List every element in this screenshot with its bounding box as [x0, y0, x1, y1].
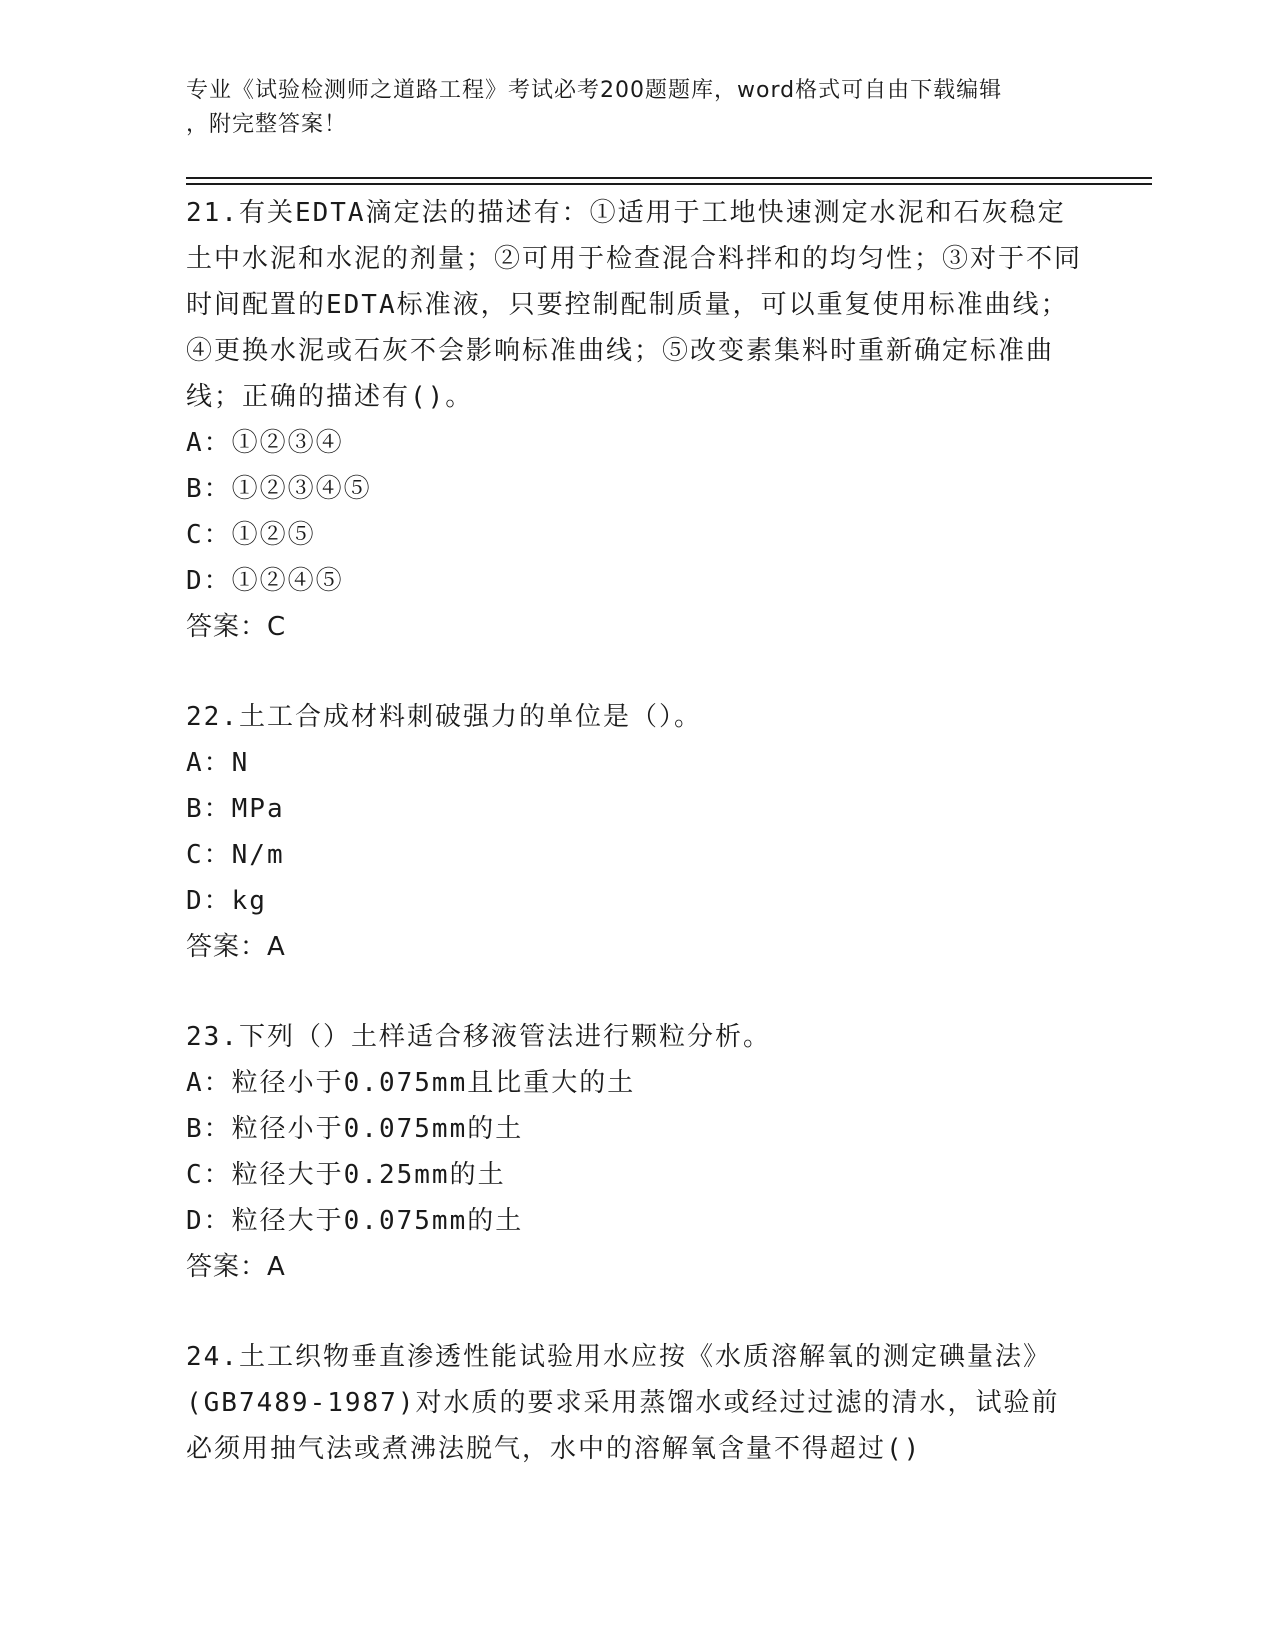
- option-c: C：N/m: [186, 840, 285, 870]
- question-stem: 22.土工合成材料刺破强力的单位是（）。: [186, 702, 702, 732]
- question-21: [186, 190, 1086, 650]
- header-divider-top: [186, 177, 1152, 179]
- option-d: D：①②④⑤: [186, 566, 344, 596]
- question-22: [186, 694, 1086, 970]
- answer-line: 答案：C: [186, 612, 287, 642]
- option-b: B：①②③④⑤: [186, 474, 372, 504]
- answer-line: 答案：A: [186, 932, 286, 962]
- option-a: A：粒径小于0.075mm且比重大的土: [186, 1068, 636, 1098]
- option-d: D：粒径大于0.075mm的土: [186, 1206, 524, 1236]
- option-c: C：①②⑤: [186, 520, 316, 550]
- header-title-continuation: ，附完整答案！: [186, 112, 348, 137]
- question-stem: 24.土工织物垂直渗透性能试验用水应按《水质溶解氧的测定碘量法》(GB7489-1987)对水质的要求采用蒸馏水或经过过滤的清水，试验前必须用抽气法或煮沸法脱气，水中的溶解氧含量不得超过(): [186, 1342, 1060, 1464]
- header-divider-bottom: [186, 183, 1152, 185]
- option-b: B：粒径小于0.075mm的土: [186, 1114, 524, 1144]
- question-stem: 21.有关EDTA滴定法的描述有：①适用于工地快速测定水泥和石灰稳定土中水泥和水泥的剂量；②可用于检查混合料拌和的均匀性；③对于不同时间配置的EDTA标准液，只要控制配制质量，可以重复使用标准曲线；④更换水泥或石灰不会影响标准曲线；⑤改变素集料时重新确定标准曲线；正确的描述有()。: [186, 198, 1083, 412]
- option-d: D：kg: [186, 886, 267, 916]
- question-stem: 23.下列（）土样适合移液管法进行颗粒分析。: [186, 1022, 771, 1052]
- answer-line: 答案：A: [186, 1252, 286, 1282]
- option-a: A：N: [186, 748, 250, 778]
- question-24: [186, 1334, 1086, 1472]
- document-header: [186, 74, 1086, 142]
- option-c: C：粒径大于0.25mm的土: [186, 1160, 506, 1190]
- option-a: A：①②③④: [186, 428, 344, 458]
- question-23: [186, 1014, 1086, 1290]
- header-title-line: 专业《试验检测师之道路工程》考试必考200题题库，word格式可自由下载编辑: [186, 78, 1003, 103]
- option-b: B：MPa: [186, 794, 285, 824]
